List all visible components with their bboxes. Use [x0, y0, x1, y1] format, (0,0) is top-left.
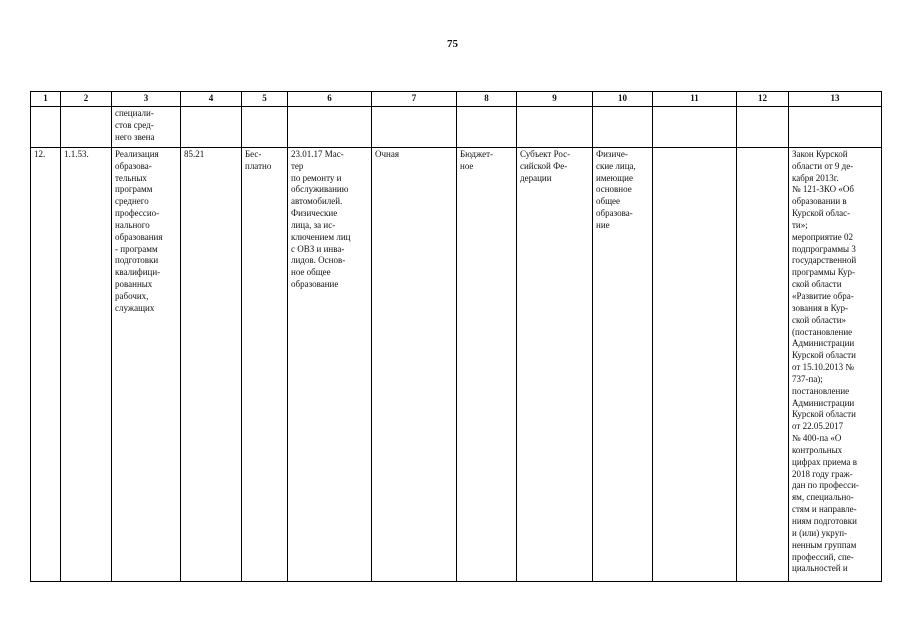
table-cell [457, 106, 517, 147]
column-header: 12 [737, 92, 789, 107]
okved-code: 85.21 [181, 147, 242, 581]
column-header: 13 [789, 92, 882, 107]
column-header: 7 [372, 92, 457, 107]
column-header: 4 [181, 92, 242, 107]
page-number: 75 [447, 38, 458, 50]
table-cell [653, 106, 737, 147]
service-content: 23.01.17 Мас- тер по ремонту и обслуживанию автомобилей. Физические лица, за ис- ключением лиц с ОВЗ и инва- лидов. Основ- ное общее образование [288, 147, 372, 581]
service-name: Реализация образова- тельных программ среднего профессио- нального образования - программ подготовки квалифици- рованных рабочих, служащих [112, 147, 181, 581]
table-cell [372, 106, 457, 147]
table-cell [653, 147, 737, 581]
column-header: 8 [457, 92, 517, 107]
column-header: 5 [242, 92, 288, 107]
table-cell: специали- стов сред- него звена [112, 106, 181, 147]
legal-basis: Закон Курской области от 9 де- кабря 2013г. № 121-ЗКО «Об образовании в Курской облас- ти»; мероприятие 02 подпрограммы 3 государственной программы Кур- ской области «Развитие обра- зования в Кур- ской области» (постановление Администрации Курской области от 15.10.2013 № 737-па); постановление Администрации Курской области от 22.05.2017 № 400-па «О контрольных цифрах приема в 2018 году граж- дан по професси- ям, специально- стям и направле- ниям подготовки и (или) укруп- ненным группам профессий, спе- циальностей и [789, 147, 882, 581]
institution-type: Бюджет- ное [457, 147, 517, 581]
consumers: Физиче- ские лица, имеющие основное общее образова- ние [593, 147, 653, 581]
column-header: 3 [112, 92, 181, 107]
services-table [30, 91, 882, 582]
column-header: 9 [517, 92, 593, 107]
continuation-row [31, 106, 882, 147]
service-form: Очная [372, 147, 457, 581]
table-cell [181, 106, 242, 147]
table-cell [288, 106, 372, 147]
table-cell [737, 147, 789, 581]
table-cell [789, 106, 882, 147]
founder: Субъект Рос- сийской Фе- дерации [517, 147, 593, 581]
registry-code: 1.1.53. [61, 147, 112, 581]
column-header: 11 [653, 92, 737, 107]
table-cell [31, 106, 61, 147]
column-header: 1 [31, 92, 61, 107]
payment-type: Бес- платно [242, 147, 288, 581]
table-cell [593, 106, 653, 147]
table-cell [517, 106, 593, 147]
column-header: 2 [61, 92, 112, 107]
column-header: 6 [288, 92, 372, 107]
row-number: 12. [31, 147, 61, 581]
column-header: 10 [593, 92, 653, 107]
table-cell [737, 106, 789, 147]
table-cell [61, 106, 112, 147]
table-cell [242, 106, 288, 147]
header-row [31, 92, 882, 107]
table-row [31, 147, 882, 581]
